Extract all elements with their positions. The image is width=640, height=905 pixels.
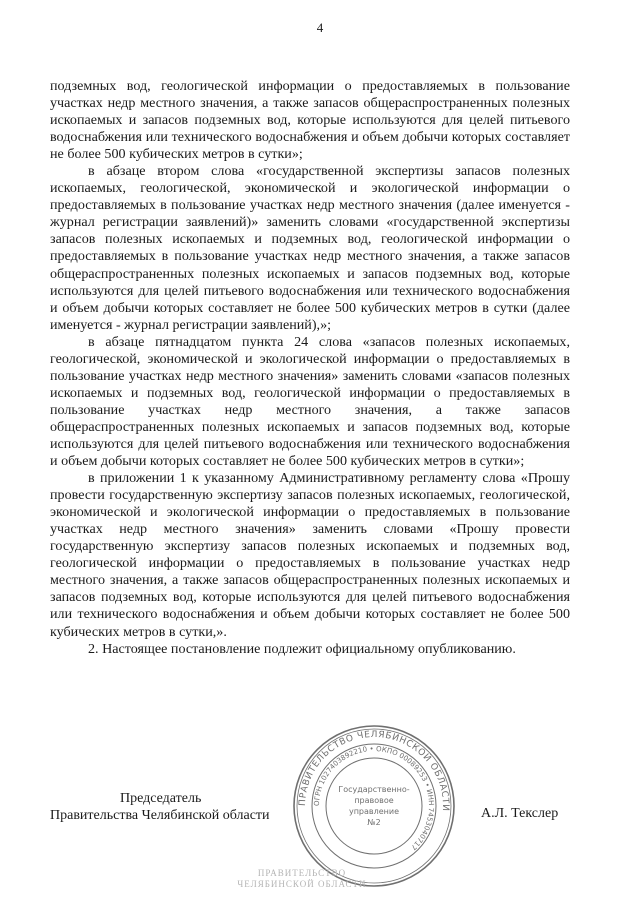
document-body (50, 78, 570, 658)
paragraph-5: 2. Настоящее постановление подлежит официальному опубликованию. (88, 640, 516, 657)
signatory-title-line2: Правительства Челябинской области (50, 808, 270, 823)
paragraph-4: в приложении 1 к указанному Административному регламенту слова «Прошу провести государственную экспертизу запасов полезных ископаемых, геологической, экономической и экологической информации о предоставляемых в пользование участках недр местного значения» заменить словами «Прошу провести государственную экспертизу запасов полезных ископаемых и подземных вод, геологической информации о предоставляемых в пользование участках недр местного значения, а также запасов общераспространенных полезных ископаемых и запасов подземных вод, которые используются для целей питьевого водоснабжения или технического водоснабжения и объем добычи которых составляет не более 500 кубических метров в сутки,». (50, 470, 570, 640)
paragraph-1: подземных вод, геологической информации о предоставляемых в пользование участках недр местного значения, а также запасов общераспространенных полезных ископаемых и запасов подземных вод, которые используются для целей питьевого водоснабжения или технического водоснабжения и объем добычи которых составляет не более 500 кубических метров в сутки»; (50, 78, 570, 163)
seal-center-line1: Государственно- (338, 785, 410, 794)
paragraph-3: в абзаце пятнадцатом пункта 24 слова «запасов полезных ископаемых, геологической, экономической и экологической информации о предоставляемых в пользование участках недр местного значения» заменить словами «запасов полезных ископаемых и подземных вод, геологической информации о предоставляемых в пользование участках недр местного значения, а также запасов общераспространенных полезных ископаемых и запасов подземных вод, которые используются для целей питьевого водоснабжения или технического водоснабжения и объем добычи которых составляет не более 500 кубических метров в сутки»; (50, 333, 570, 470)
seal-center-line2: правовое (354, 796, 394, 805)
seal-outer-text: ПРАВИТЕЛЬСТВО ЧЕЛЯБИНСКОЙ ОБЛАСТИ (297, 729, 451, 812)
official-seal (290, 722, 458, 890)
seal-watermark-line1: ПРАВИТЕЛЬСТВО (257, 868, 347, 878)
seal-watermark (222, 868, 382, 890)
seal-watermark-line2: ЧЕЛЯБИНСКОЙ ОБЛАСТИ (237, 879, 367, 889)
seal-center-line4: №2 (367, 818, 381, 827)
seal-center-line3: управление (348, 807, 400, 816)
page-number: 4 (316, 20, 324, 35)
signatory-name: А.Л. Текслер (481, 806, 559, 821)
signatory-title (50, 790, 290, 824)
signatory-title-line1: Председатель (120, 791, 202, 806)
seal-registration-text: ОГРН 1027403892210 • ОКПО 00089253 • ИНН 7453040717 (312, 744, 436, 852)
paragraph-2: в абзаце втором слова «государственной экспертизы запасов полезных ископаемых, геологической, экономической и экологической информации о предоставляемых в пользование участках недр местного значения (далее именуется - журнал регистрации заявлений)» заменить словами «государственной экспертизы запасов полезных ископаемых и подземных вод, геологической информации о предоставляемых в пользование участках недр местного значения, а также запасов общераспространенных полезных ископаемых и запасов подземных вод, которые используются для целей питьевого водоснабжения или технического водоснабжения и объем добычи которых составляет не более 500 кубических метров в сутки (далее именуется - журнал регистрации заявлений),»; (50, 163, 570, 333)
